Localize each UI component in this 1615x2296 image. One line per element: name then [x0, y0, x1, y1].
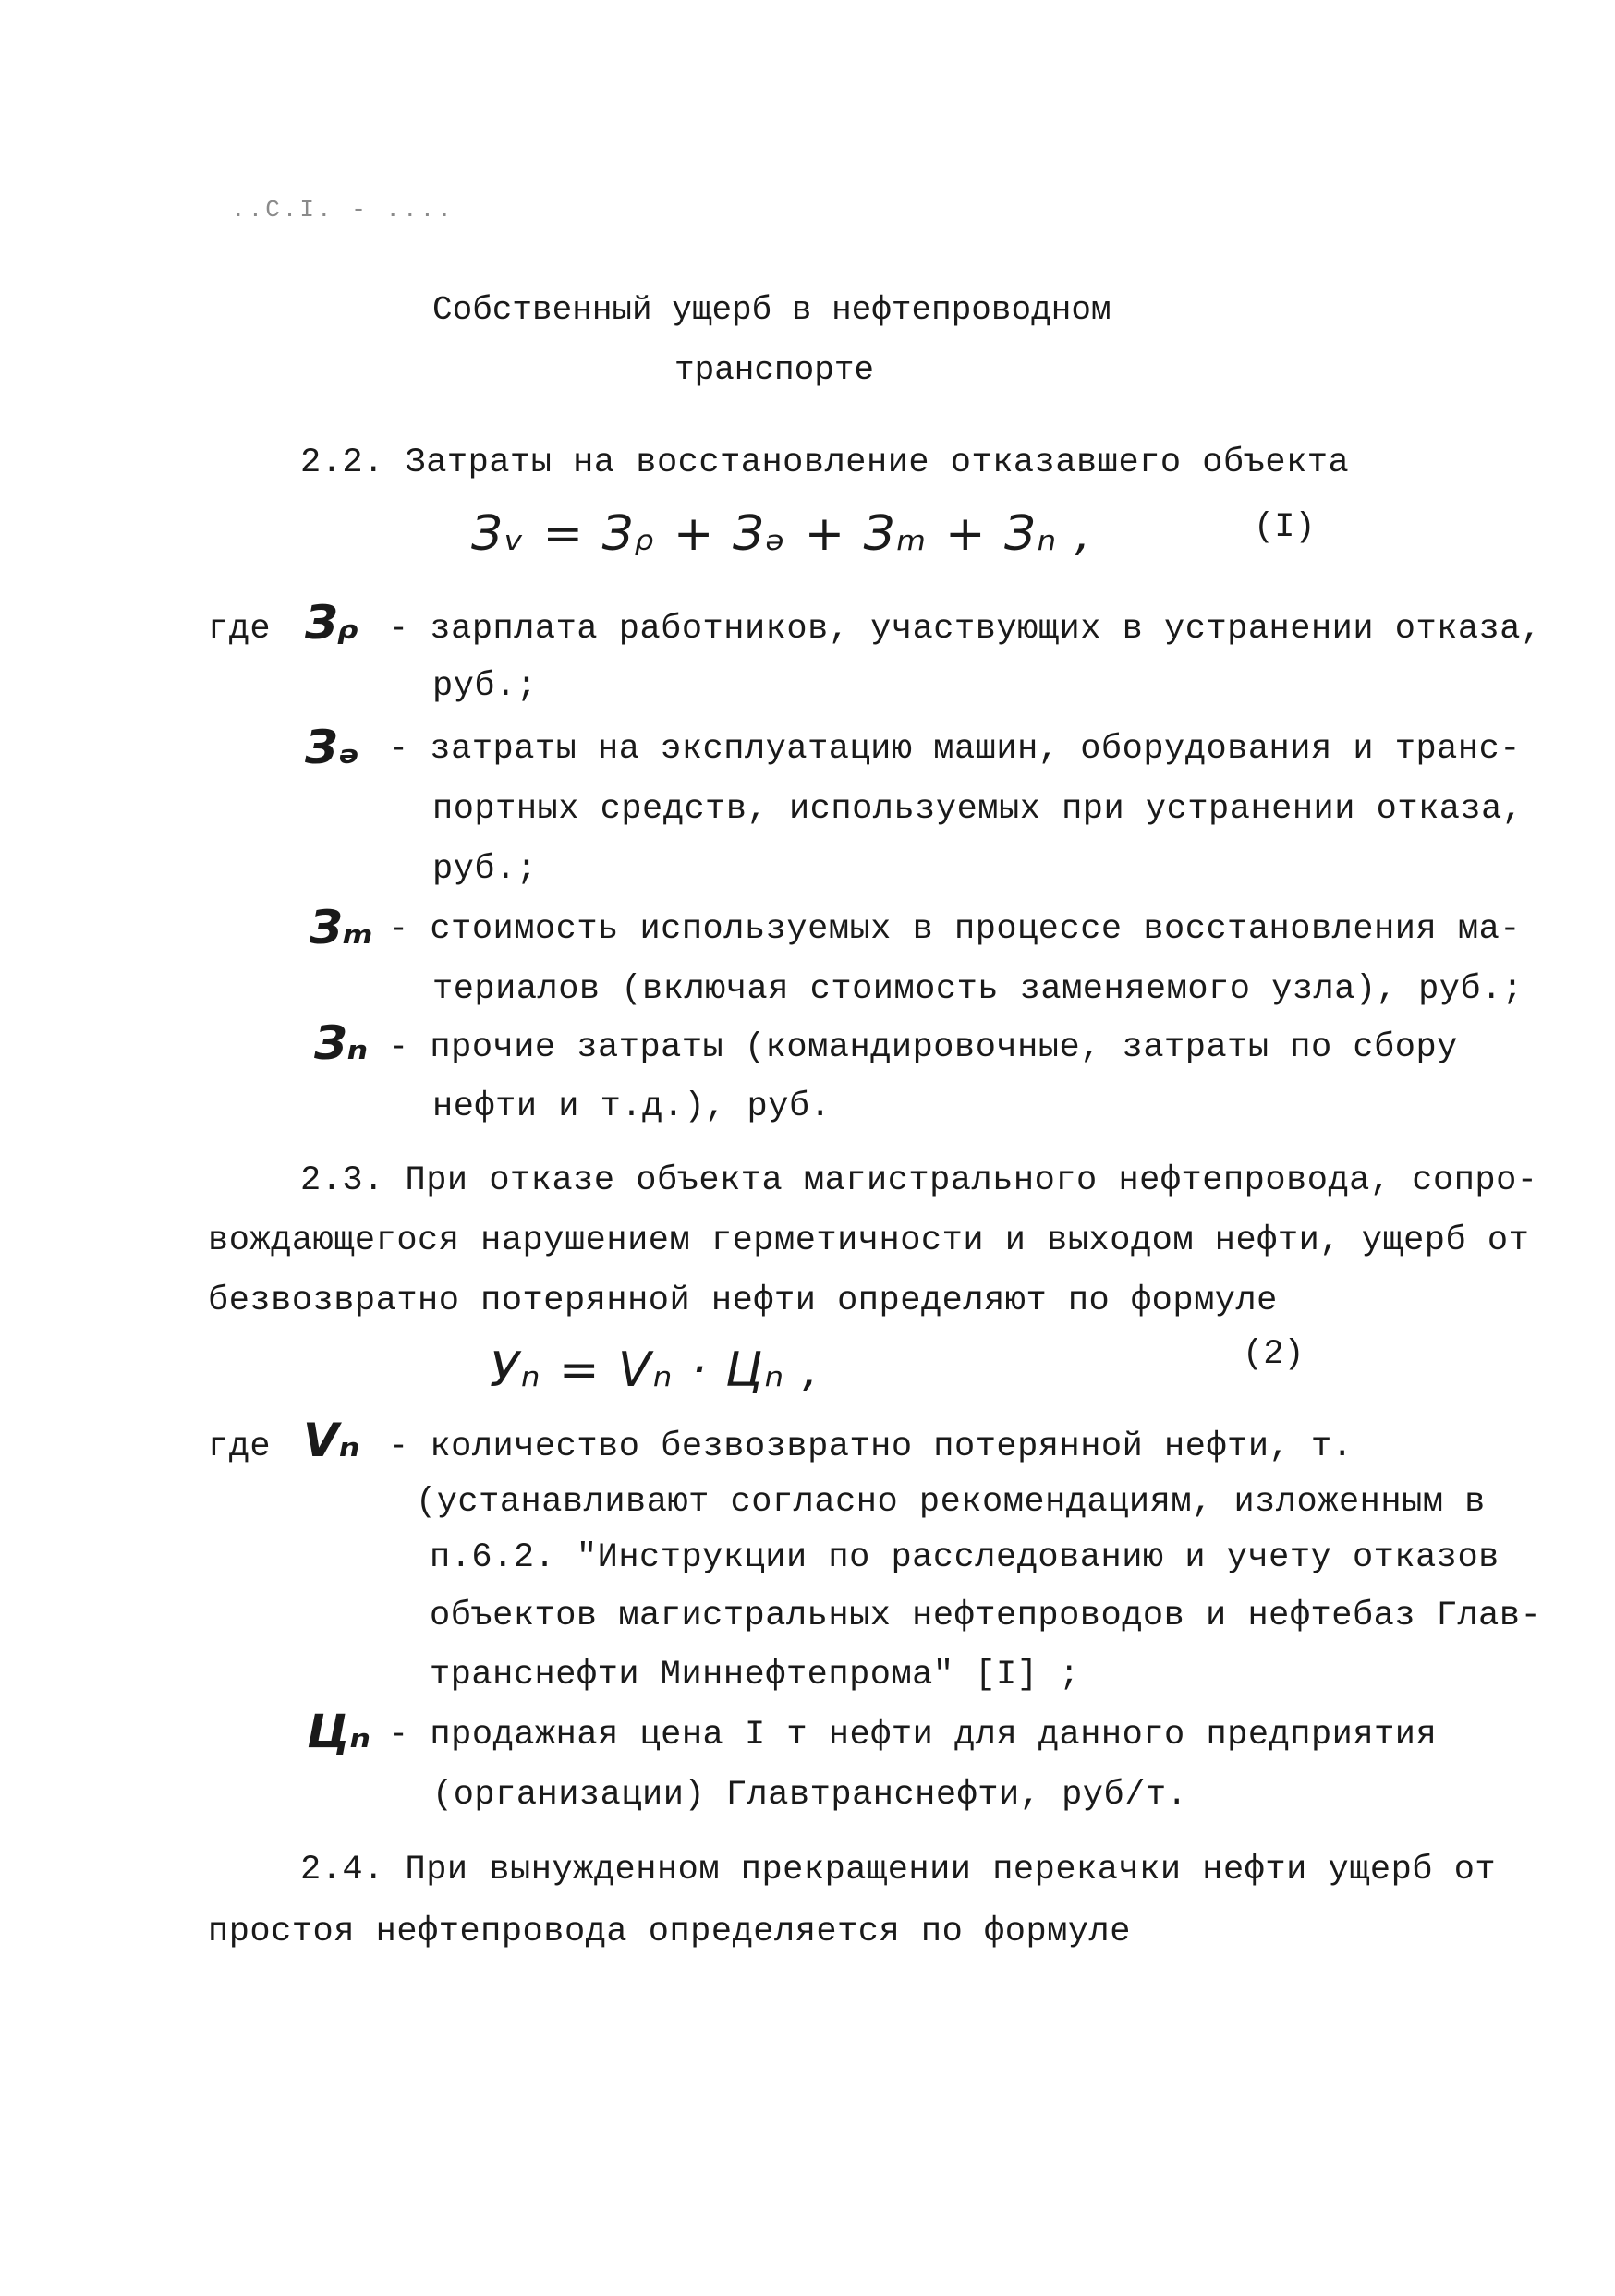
- formula-2: Уₙ = Vₙ · Цₙ ,: [490, 1342, 820, 1398]
- def-line: - количество безвозвратно потерянной нефти, т.: [388, 1427, 1354, 1466]
- def-symbol: Зₘ: [310, 901, 373, 954]
- section-2-3-line: вождающегося нарушением герметичности и выходом нефти, ущерб от: [208, 1221, 1530, 1260]
- title-line-2: транспорте: [674, 351, 875, 389]
- def-line: портных средств, используемых при устранении отказа,: [432, 790, 1524, 829]
- def-line: (устанавливают согласно рекомендациям, изложенным в: [416, 1483, 1486, 1522]
- def-symbol: Vₙ: [303, 1414, 360, 1467]
- where-label-1: где: [208, 610, 272, 649]
- section-2-3-line: 2.3. При отказе объекта магистрального нефтепровода, сопро-: [300, 1161, 1538, 1200]
- def-symbol: Зᵨ: [305, 596, 359, 650]
- def-line: руб.;: [432, 667, 538, 706]
- def-line: (организации) Главтранснефти, руб/т.: [432, 1776, 1188, 1815]
- where-label-2: где: [208, 1427, 272, 1466]
- def-symbol: Цₙ: [307, 1705, 371, 1758]
- def-line: нефти и т.д.), руб.: [432, 1087, 832, 1126]
- section-2-4-line: 2.4. При вынужденном прекращении перекачки нефти ущерб от: [300, 1851, 1497, 1889]
- def-symbol: Зₔ: [305, 721, 360, 774]
- def-line: - прочие затраты (командировочные, затраты по сбору: [388, 1028, 1458, 1067]
- def-line: п.6.2. "Инструкции по расследованию и учету отказов: [430, 1538, 1500, 1577]
- section-2-4-line: простоя нефтепровода определяется по формуле: [208, 1913, 1131, 1951]
- def-line: - стоимость используемых в процессе восстановления ма-: [388, 910, 1521, 949]
- eq-number-2: (2): [1243, 1335, 1305, 1374]
- def-line: - зарплата работников, участвующих в устранении отказа,: [388, 610, 1542, 649]
- def-line: транснефти Миннефтепрома" [I] ;: [430, 1656, 1080, 1695]
- def-line: объектов магистральных нефтепроводов и нефтебаз Глав-: [430, 1597, 1542, 1635]
- def-line: - затраты на эксплуатацию машин, оборудования и транс-: [388, 730, 1521, 769]
- def-line: териалов (включая стоимость заменяемого узла), руб.;: [432, 970, 1524, 1009]
- section-2-3-line: безвозвратно потерянной нефти определяют по формуле: [208, 1282, 1278, 1320]
- def-line: - продажная цена I т нефти для данного предприятия: [388, 1716, 1438, 1755]
- def-symbol: Зₙ: [314, 1016, 369, 1070]
- section-2-2-text: 2.2. Затраты на восстановление отказавшего объекта: [300, 443, 1350, 482]
- def-line: руб.;: [432, 850, 538, 889]
- eq-number-1: (I): [1254, 508, 1316, 547]
- title-line-1: Собственный ущерб в нефтепроводном: [432, 291, 1111, 329]
- page-header-ref: ..С.І. - ....: [231, 196, 455, 224]
- formula-1: Зᵥ = Зᵨ + Зₔ + Зₘ + Зₙ ,: [471, 506, 1093, 562]
